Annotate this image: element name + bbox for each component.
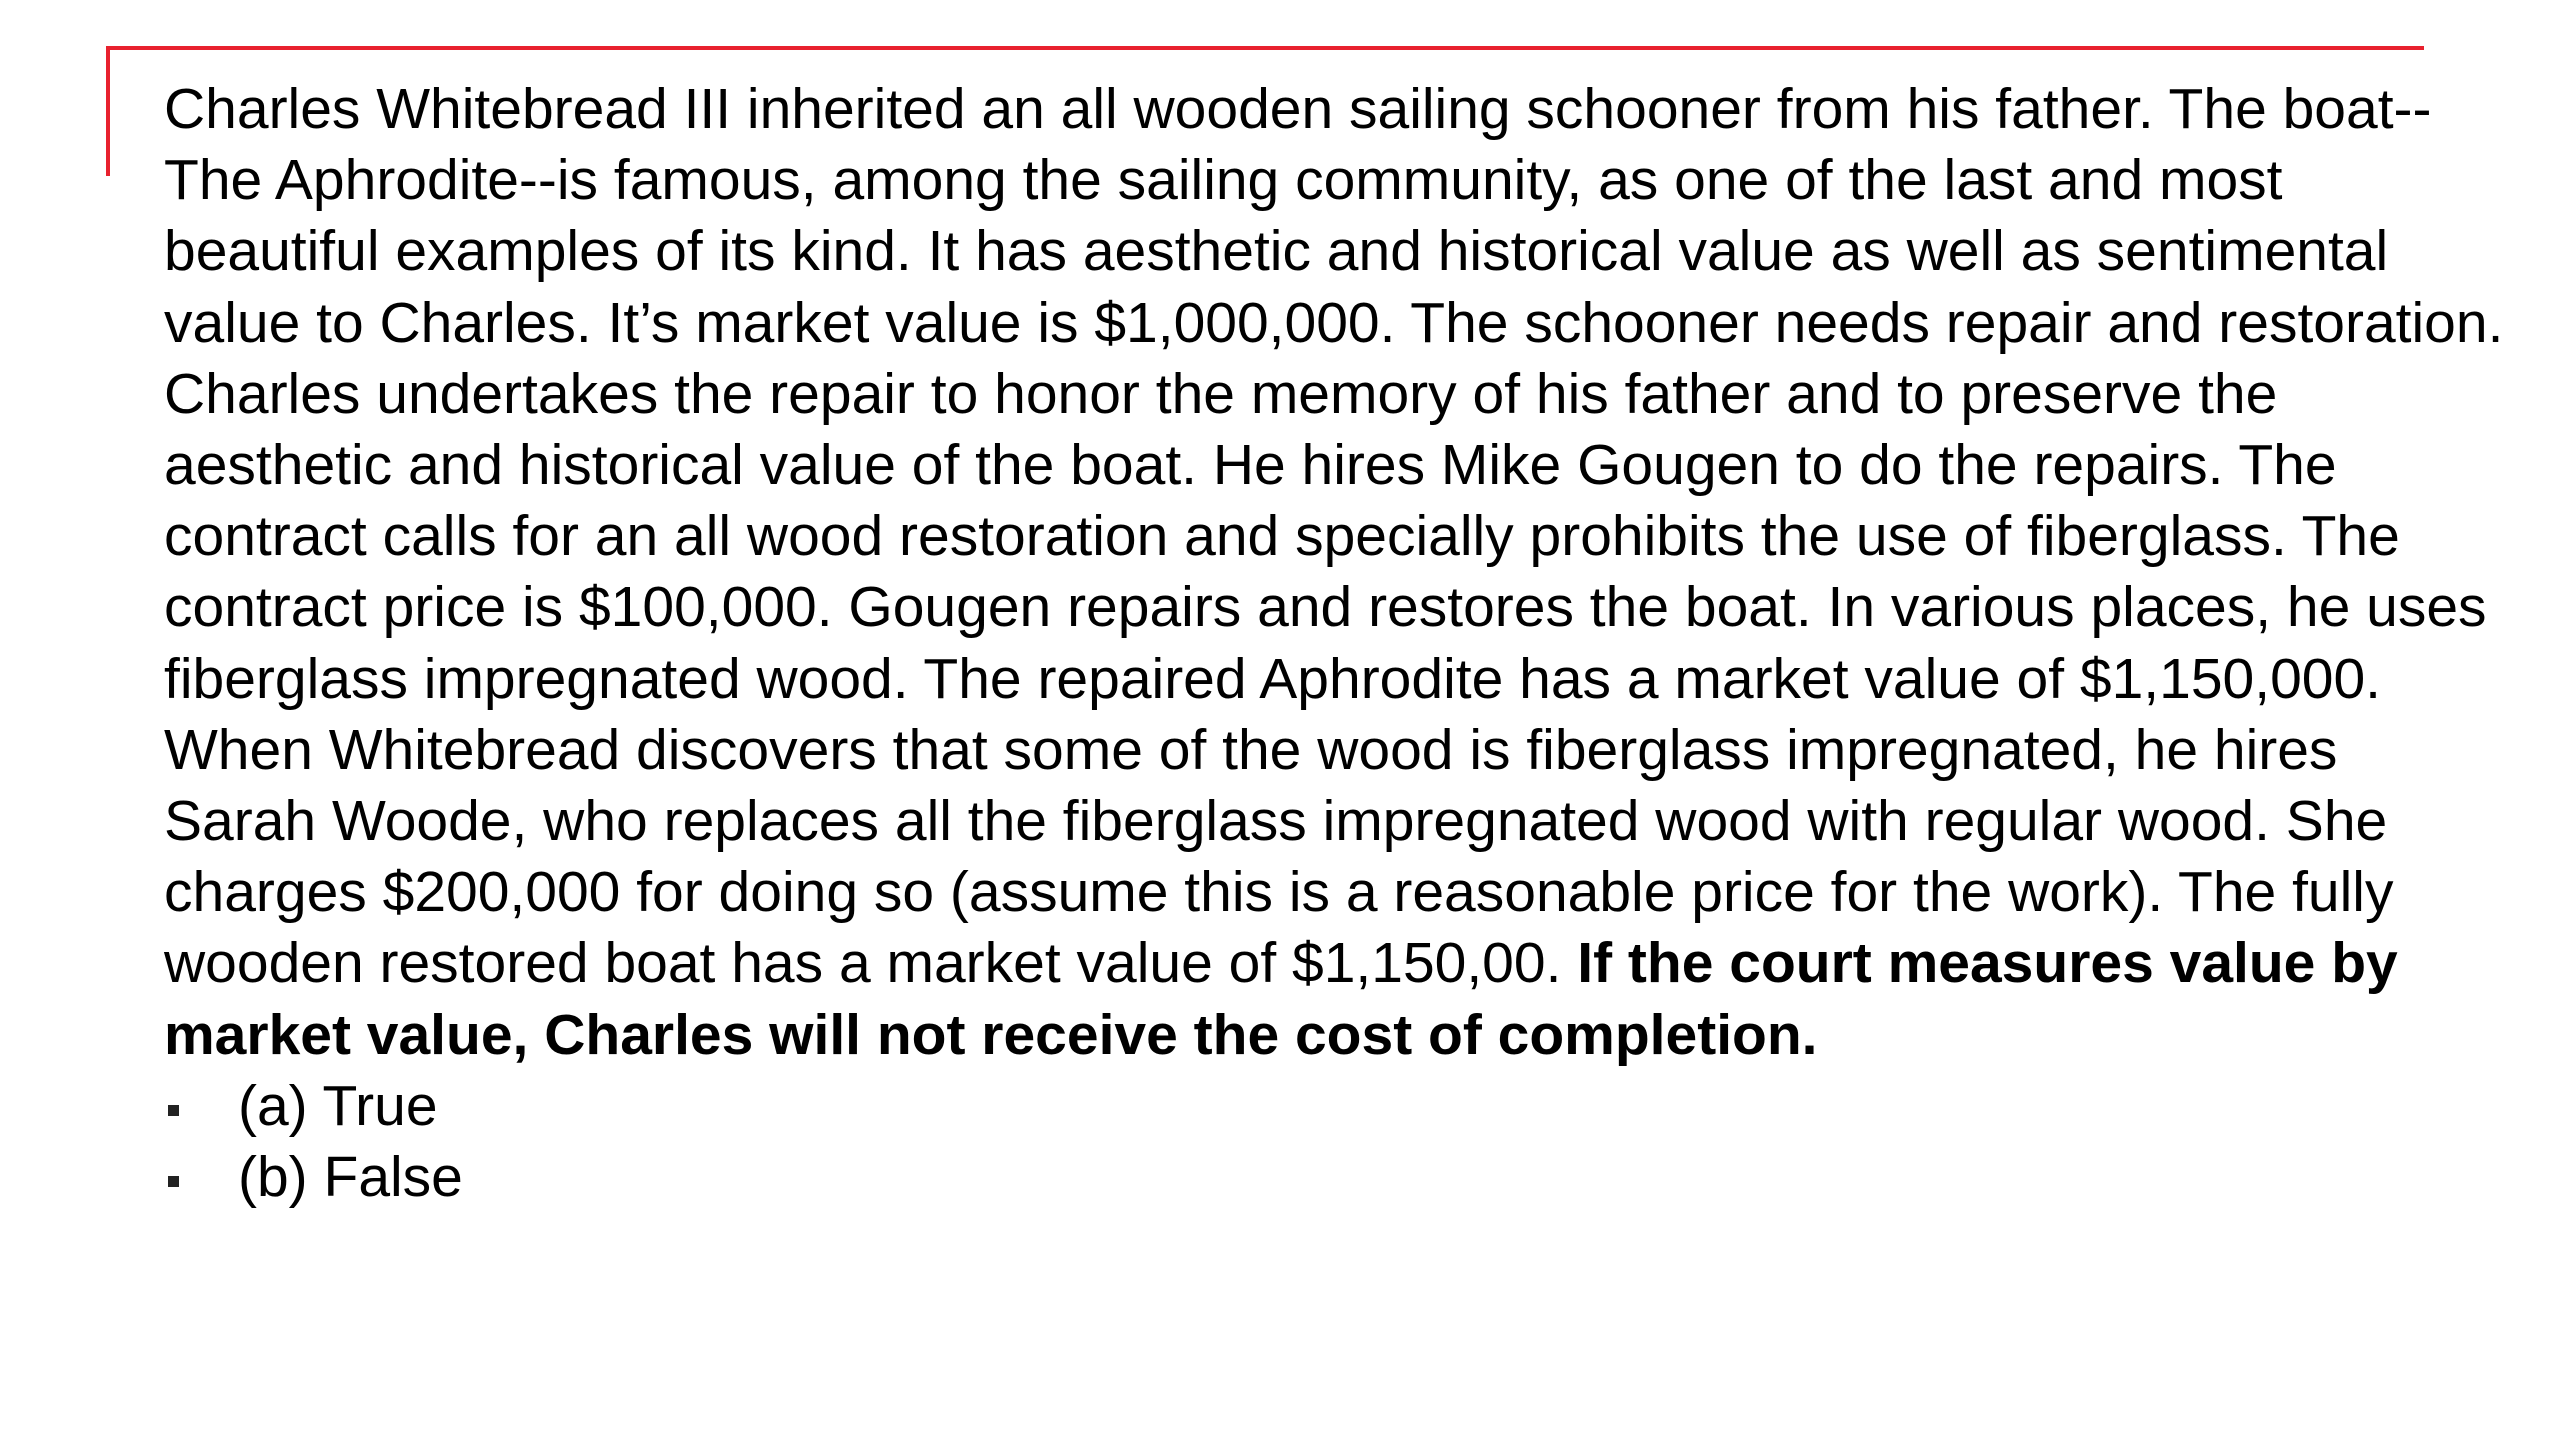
choice-b[interactable]	[164, 1142, 2504, 1213]
accent-line-top	[106, 46, 2424, 50]
square-bullet-icon	[168, 1176, 179, 1187]
choice-b-label: (b) False	[238, 1145, 463, 1210]
question-paragraph	[164, 74, 2504, 1071]
choice-a-label: (a) True	[238, 1073, 438, 1138]
question-statement: If the court measures value by market value, Charles will not receive the cost of completion.	[164, 931, 2398, 1067]
answer-choices	[164, 1071, 2504, 1213]
accent-line-left	[106, 46, 110, 176]
question-text: Charles Whitebread III inherited an all wooden sailing schooner from his father. The boat--The Aphrodite--is famous, among the sailing community, as one of the last and most beautiful examples of its kind. It has aesthetic and historical value as well as sentimental value to Charles. It’s market value is $1,000,000. The schooner needs repair and restoration. Charles undertakes the repair to honor the memory of his father and to preserve the aesthetic and historical value of the boat. He hires Mike Gougen to do the repairs. The contract calls for an all wood restoration and specially prohibits the use of fiberglass. The contract price is $100,000. Gougen repairs and restores the boat. In various places, he uses fiberglass impregnated wood. The repaired Aphrodite has a market value of $1,150,000. When Whitebread discovers that some of the wood is fiberglass impregnated, he hires Sarah Woode, who replaces all the fiberglass impregnated wood with regular wood. She charges $200,000 for doing so (assume this is a reasonable price for the work). The fully wooden restored boat has a market value of $1,150,00.	[164, 77, 2504, 996]
slide-content	[164, 74, 2504, 1213]
choice-a[interactable]	[164, 1071, 2504, 1142]
square-bullet-icon	[168, 1105, 179, 1116]
